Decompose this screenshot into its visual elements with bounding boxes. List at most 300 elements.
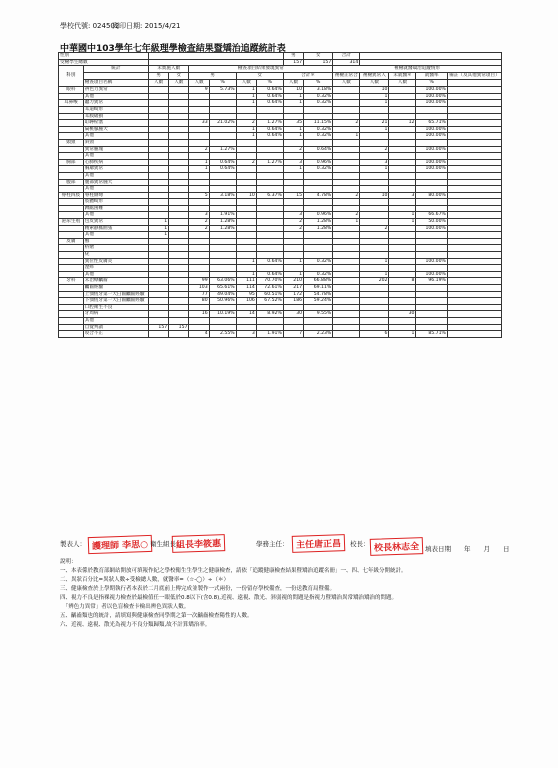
value-cell: 0.64% [256, 93, 283, 100]
value-cell: 157 [169, 324, 189, 331]
category-cell: 牙科 [59, 278, 84, 285]
value-cell: 1 [283, 93, 303, 100]
value-cell [283, 113, 303, 120]
col-category: 科別 [59, 66, 84, 87]
value-cell [283, 304, 303, 311]
value-cell: 1 [360, 258, 389, 265]
value-cell [389, 179, 416, 186]
value-cell: 1 [283, 126, 303, 133]
value-cell [389, 298, 416, 305]
remark-cell [447, 139, 501, 146]
value-cell: 3 [389, 192, 416, 199]
value-cell [360, 252, 389, 259]
value-cell [169, 93, 189, 100]
value-cell: 0.64% [256, 271, 283, 278]
value-cell: 1.27% [209, 146, 236, 153]
remark-cell [447, 285, 501, 292]
value-cell [169, 225, 189, 232]
table-row [59, 265, 502, 272]
item-cell: 精索靜脈曲張 [83, 225, 148, 232]
item-cell: 辨色力異常 [83, 87, 148, 94]
value-cell: 8.92% [256, 311, 283, 318]
table-row [59, 291, 502, 298]
value-cell [209, 232, 236, 239]
value-cell [148, 278, 168, 285]
principal-stamp: 校長林志全 [370, 537, 424, 556]
value-cell [304, 139, 333, 146]
category-cell [59, 199, 84, 206]
value-cell [169, 232, 189, 239]
value-cell [333, 225, 360, 232]
value-cell: 8 [389, 278, 416, 285]
table-row [59, 120, 502, 127]
value-cell [189, 186, 209, 193]
value-cell [360, 232, 389, 239]
female-count: 157 [304, 59, 333, 66]
category-cell [59, 324, 84, 331]
value-cell [333, 232, 360, 239]
col-remark: 備註（及其他異常項目） [449, 73, 500, 79]
value-cell: 100.00% [416, 133, 447, 140]
value-cell: 0.64% [209, 159, 236, 166]
value-cell [209, 139, 236, 146]
value-cell: 50.96% [209, 298, 236, 305]
value-cell: 10 [283, 87, 303, 94]
value-cell: 67.52% [256, 298, 283, 305]
value-cell [304, 106, 333, 113]
value-cell [236, 199, 256, 206]
table-row [59, 172, 502, 179]
value-cell: 1 [389, 331, 416, 338]
value-cell: 100.00% [416, 126, 447, 133]
value-cell [283, 238, 303, 245]
table-row [59, 179, 502, 186]
value-cell [189, 126, 209, 133]
value-cell [148, 331, 168, 338]
item-cell: 其他 [83, 317, 148, 324]
value-cell [333, 238, 360, 245]
value-cell [416, 252, 447, 259]
value-cell [389, 265, 416, 272]
category-cell [59, 186, 84, 193]
value-cell: 217 [283, 285, 303, 292]
value-cell [256, 186, 283, 193]
item-cell: 異常腫塊 [83, 146, 148, 153]
value-cell [304, 238, 333, 245]
remark-cell [447, 192, 501, 199]
value-cell [256, 219, 283, 226]
value-cell [360, 238, 389, 245]
value-cell [189, 304, 209, 311]
value-cell [236, 252, 256, 259]
value-cell [209, 317, 236, 324]
table-row [59, 146, 502, 153]
value-cell [256, 172, 283, 179]
category-cell [59, 331, 84, 338]
value-cell: 69.11% [304, 285, 333, 292]
category-cell [59, 271, 84, 278]
value-cell [169, 146, 189, 153]
value-cell [333, 186, 360, 193]
value-cell [389, 324, 416, 331]
value-cell [169, 258, 189, 265]
value-cell: 100.00% [416, 87, 447, 94]
col-abn-female: 女 [236, 73, 283, 80]
value-cell [256, 212, 283, 219]
value-cell [169, 219, 189, 226]
table-row [59, 232, 502, 239]
table-row [59, 166, 502, 173]
value-cell: 0.64% [256, 87, 283, 94]
value-cell [236, 146, 256, 153]
category-cell: 胸部 [59, 159, 84, 166]
value-cell: 103 [189, 285, 209, 292]
category-cell: 頭頸 [59, 139, 84, 146]
value-cell [148, 153, 168, 160]
value-cell [148, 298, 168, 305]
value-cell [169, 245, 189, 252]
value-cell [209, 271, 236, 278]
value-cell [169, 106, 189, 113]
note-line: 五、齲齒類也的統計，請填寫與健康檢查同學期之第一次齲齒檢查陽性的人數。 [60, 613, 253, 619]
value-cell: 0.32% [304, 166, 333, 173]
value-cell [389, 258, 416, 265]
category-cell [59, 106, 84, 113]
value-cell [389, 106, 416, 113]
value-cell: 9.55% [304, 311, 333, 318]
value-cell: 202 [360, 278, 389, 285]
value-cell [304, 199, 333, 206]
note-line: 六、近視、遠視、散光為視力不良分類歸類,故不計算矯治率。 [60, 622, 211, 628]
item-cell: 口腔衛生不良 [83, 304, 148, 311]
value-cell [333, 166, 360, 173]
value-cell [304, 205, 333, 212]
value-cell: 7 [283, 331, 303, 338]
category-cell [59, 311, 84, 318]
value-cell: 2.23% [304, 331, 333, 338]
value-cell [416, 298, 447, 305]
value-cell [256, 199, 283, 206]
value-cell: 1 [236, 133, 256, 140]
value-cell [148, 100, 168, 107]
value-cell: 2 [189, 146, 209, 153]
value-cell: 1 [236, 258, 256, 265]
remark-cell [447, 324, 501, 331]
value-cell: 1.27% [256, 120, 283, 127]
value-cell: 1 [333, 133, 360, 140]
value-cell [169, 311, 189, 318]
value-cell: 21 [360, 120, 389, 127]
item-cell: 包皮異常 [83, 219, 148, 226]
table-row [59, 139, 502, 146]
value-cell [333, 179, 360, 186]
value-cell [304, 113, 333, 120]
value-cell [169, 291, 189, 298]
value-cell: 3 [236, 331, 256, 338]
value-cell: 1 [236, 93, 256, 100]
value-cell [283, 245, 303, 252]
notes [60, 558, 500, 630]
category-cell [59, 317, 84, 324]
value-cell [416, 265, 447, 272]
value-cell [389, 87, 416, 94]
value-cell [333, 311, 360, 318]
value-cell [189, 106, 209, 113]
value-cell: 3 [360, 159, 389, 166]
item-cell: 自覺判讀 [83, 324, 148, 331]
remark-cell [447, 146, 501, 153]
value-cell [333, 291, 360, 298]
remark-cell [447, 113, 501, 120]
value-cell [209, 245, 236, 252]
value-cell [360, 298, 389, 305]
item-cell: 咬合不正 [83, 331, 148, 338]
value-cell [209, 126, 236, 133]
value-cell [416, 324, 447, 331]
table-row [59, 199, 502, 206]
value-cell: 106 [236, 298, 256, 305]
value-cell [256, 304, 283, 311]
h-p2: 人數 [169, 80, 189, 87]
value-cell: 0.96% [304, 159, 333, 166]
item-cell: 肢體畸形 [83, 199, 148, 206]
value-cell [256, 106, 283, 113]
col-abn-sum: 合計＊ [283, 73, 332, 80]
value-cell [256, 153, 283, 160]
value-cell: 1 [283, 271, 303, 278]
value-cell [360, 311, 389, 318]
h-p8: 人數 [389, 80, 416, 87]
value-cell [256, 205, 283, 212]
value-cell [169, 139, 189, 146]
value-cell [169, 304, 189, 311]
value-cell [148, 179, 168, 186]
h-p4: 人數 [236, 80, 256, 87]
value-cell [236, 113, 256, 120]
value-cell [416, 172, 447, 179]
note-line: 三、健康檢查於上學期執行者本表於二月底前上傳完成並製作一式兩份，一份留存學校備查，一份送教育局暨備。 [60, 586, 336, 592]
value-cell [209, 238, 236, 245]
value-cell [169, 153, 189, 160]
value-cell: 1 [360, 166, 389, 173]
note-line: 一、本表係於教育部網站開放可填報作紀之學校衛生生學生之健康檢查，請依「追蹤健康檢查結果暨矯治追蹤名冊」一、四、七年級分開統計。 [60, 568, 407, 574]
value-cell: 77 [189, 291, 209, 298]
value-cell [360, 285, 389, 292]
col-unexam-male: 男 [148, 73, 168, 80]
value-cell [389, 186, 416, 193]
value-cell [333, 298, 360, 305]
value-cell: 1.91% [256, 331, 283, 338]
value-cell [169, 179, 189, 186]
remark-cell [447, 87, 501, 94]
value-cell [256, 252, 283, 259]
table-row [59, 225, 502, 232]
value-cell [333, 271, 360, 278]
value-cell [283, 172, 303, 179]
value-cell [333, 113, 360, 120]
value-cell: 60.51% [256, 291, 283, 298]
value-cell [389, 93, 416, 100]
value-cell: 1 [389, 212, 416, 219]
value-cell: 1 [283, 133, 303, 140]
value-cell: 1 [236, 126, 256, 133]
category-cell [59, 225, 84, 232]
male-count: 157 [283, 59, 303, 66]
value-cell [256, 139, 283, 146]
value-cell [148, 212, 168, 219]
value-cell: 0.32% [304, 258, 333, 265]
value-cell: 3.18% [209, 192, 236, 199]
total-count: 314 [333, 59, 360, 66]
value-cell: 99 [189, 278, 209, 285]
value-cell [360, 113, 389, 120]
value-cell: 11.15% [304, 120, 333, 127]
value-cell [169, 126, 189, 133]
item-cell: 牙周病 [83, 311, 148, 318]
value-cell [256, 113, 283, 120]
value-cell [304, 317, 333, 324]
value-cell: 3.18% [304, 87, 333, 94]
table-row [59, 205, 502, 212]
value-cell: 4.78% [304, 192, 333, 199]
value-cell [148, 285, 168, 292]
value-cell [256, 179, 283, 186]
col-item: 檢查項目名稱 [83, 80, 148, 87]
value-cell: 1 [148, 232, 168, 239]
value-cell: 3 [283, 159, 303, 166]
value-cell [169, 192, 189, 199]
value-cell [389, 172, 416, 179]
remark-cell [447, 172, 501, 179]
value-cell [333, 258, 360, 265]
value-cell [360, 265, 389, 272]
item-cell: 脊柱側彎 [83, 192, 148, 199]
value-cell [389, 100, 416, 107]
category-cell: 皮膚 [59, 238, 84, 245]
value-cell [189, 271, 209, 278]
value-cell [236, 179, 256, 186]
item-cell: 癬 [83, 238, 148, 245]
remark-cell [447, 219, 501, 226]
table-row [59, 324, 502, 331]
remark-cell [447, 120, 501, 127]
value-cell [209, 258, 236, 265]
value-cell [236, 172, 256, 179]
value-cell [236, 317, 256, 324]
h-pct3: % [304, 80, 333, 87]
value-cell [236, 232, 256, 239]
value-cell: 2 [189, 219, 209, 226]
value-cell [148, 238, 168, 245]
value-cell [236, 106, 256, 113]
category-cell [59, 126, 84, 133]
value-cell [333, 324, 360, 331]
category-cell [59, 113, 84, 120]
value-cell [360, 186, 389, 193]
item-cell: 斜頸 [83, 139, 148, 146]
remark-cell [447, 212, 501, 219]
value-cell: 95 [236, 291, 256, 298]
remark-cell [447, 245, 501, 252]
value-cell [304, 232, 333, 239]
col-recheck-abn: 複檢異常人 [360, 73, 389, 80]
remark-cell [447, 317, 501, 324]
value-cell: 72.61% [256, 285, 283, 292]
print-date: 列印日期: 2015/4/21 [112, 22, 181, 30]
remark-cell [447, 126, 501, 133]
value-cell [416, 304, 447, 311]
item-cell: 扁桃腺腫大 [83, 126, 148, 133]
value-cell: 0.64% [256, 258, 283, 265]
value-cell [360, 153, 389, 160]
value-cell [283, 324, 303, 331]
value-cell [209, 113, 236, 120]
value-cell: 0.64% [256, 126, 283, 133]
value-cell: 1 [189, 166, 209, 173]
value-cell [416, 113, 447, 120]
value-cell [416, 285, 447, 292]
value-cell [148, 252, 168, 259]
category-cell: 腹部 [59, 179, 84, 186]
value-cell [169, 298, 189, 305]
value-cell: 1.28% [304, 225, 333, 232]
category-cell [59, 146, 84, 153]
table-row [59, 133, 502, 140]
item-cell: 其他 [83, 232, 148, 239]
item-cell: 其他 [83, 172, 148, 179]
value-cell [283, 139, 303, 146]
value-cell: 30 [389, 311, 416, 318]
remark-cell [447, 265, 501, 272]
value-cell [304, 153, 333, 160]
remark-cell [447, 278, 501, 285]
director-label: 衛生組長： [150, 540, 183, 548]
value-cell: 1 [283, 166, 303, 173]
value-cell [189, 153, 209, 160]
value-cell [169, 87, 189, 94]
value-cell [389, 205, 416, 212]
value-cell [304, 172, 333, 179]
value-cell [169, 271, 189, 278]
col-follow: 複檢就醫矯治追蹤情形 [333, 66, 502, 73]
value-cell [333, 278, 360, 285]
value-cell [304, 324, 333, 331]
value-cell [416, 311, 447, 318]
table-row [59, 311, 502, 318]
value-cell [283, 199, 303, 206]
category-cell [59, 172, 84, 179]
value-cell [416, 199, 447, 206]
value-cell [189, 172, 209, 179]
value-cell [389, 159, 416, 166]
value-cell: 0.32% [304, 100, 333, 107]
value-cell [189, 199, 209, 206]
value-cell [189, 205, 209, 212]
value-cell [189, 238, 209, 245]
value-cell [389, 146, 416, 153]
value-cell: 2 [283, 146, 303, 153]
value-cell [360, 139, 389, 146]
value-cell [209, 199, 236, 206]
h-pct1: % [209, 80, 236, 87]
category-cell [59, 245, 84, 252]
category-cell: 脊柱四肢 [59, 192, 84, 199]
value-cell [169, 133, 189, 140]
value-cell [360, 245, 389, 252]
value-cell [236, 324, 256, 331]
value-cell [169, 100, 189, 107]
value-cell: 65.71% [416, 120, 447, 127]
